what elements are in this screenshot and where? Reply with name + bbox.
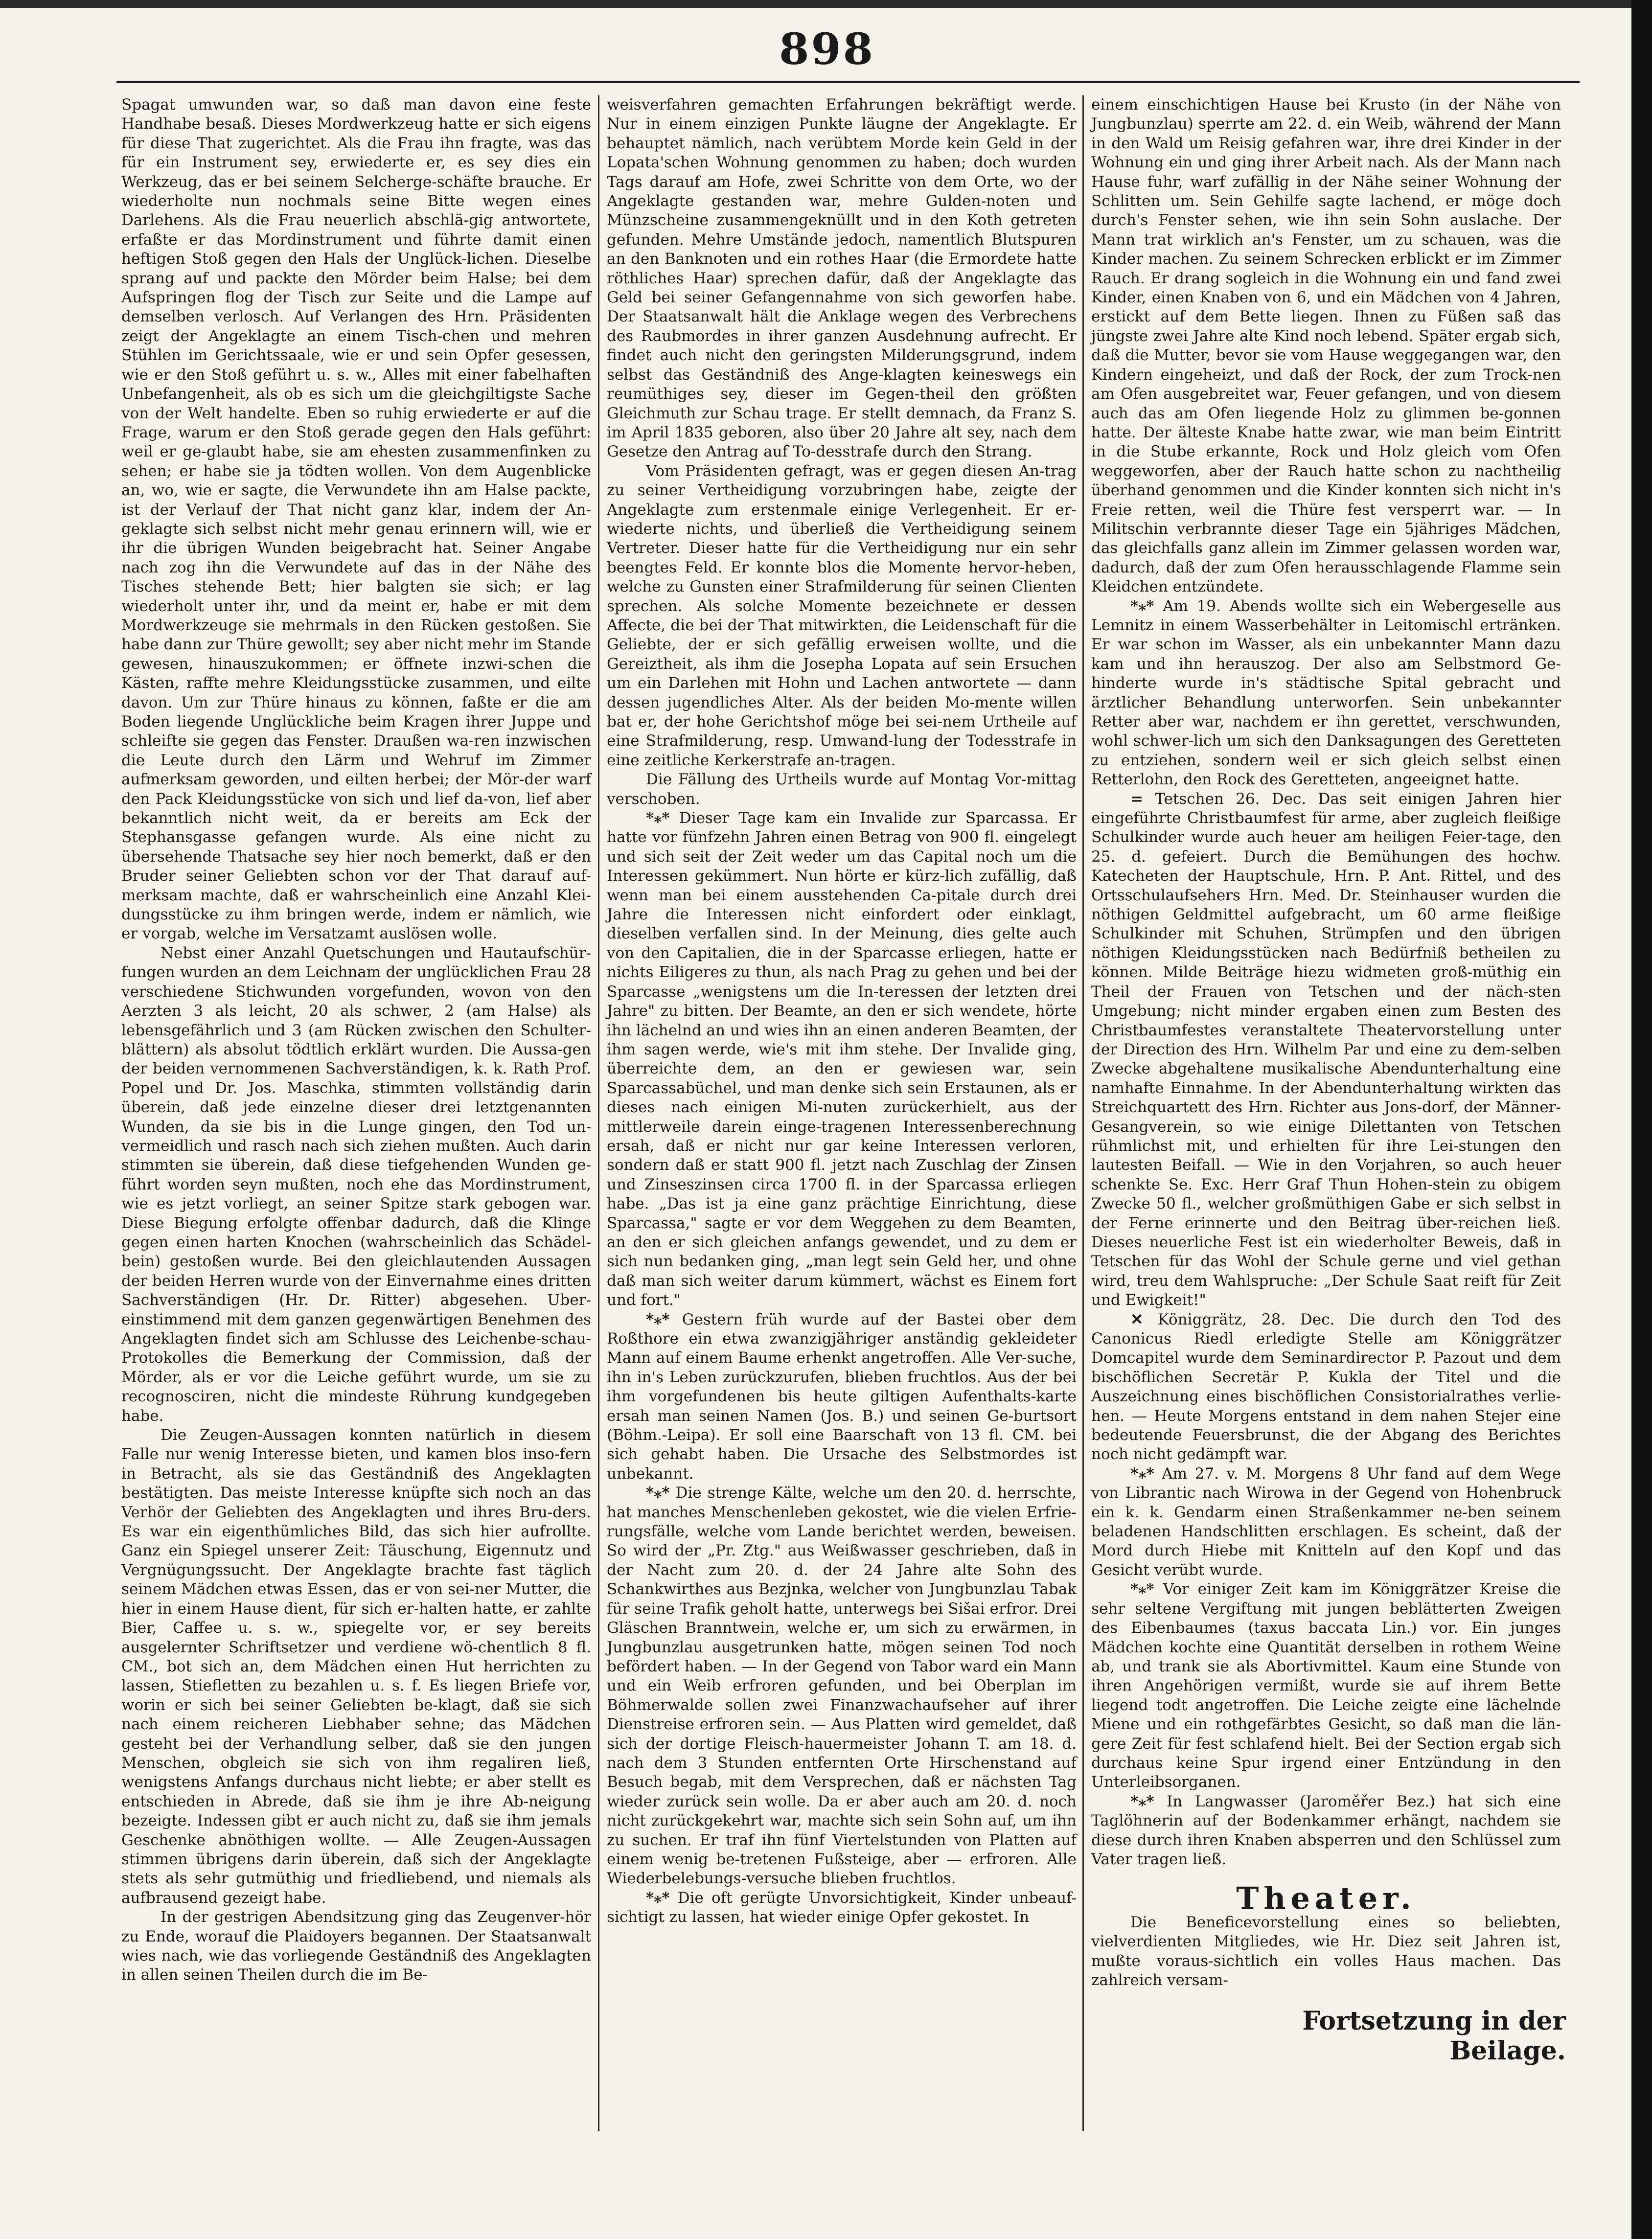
asterism-icon: *⁎* (646, 1484, 670, 1502)
paragraph: einem einschichtigen Hause bei Krusto (in der Nähe von Jungbunzlau) sperrte am 22. d. ein Weib, während der Mann in den Wald um Reisig gefahren war, ihre drei Kinder in der Wohnung ein und ging ihrer Arbeit nach. Als der Mann nach Hause fuhr, warf zufällig in der Nähe seiner Wohnung der Schlitten um. Sein Gehilfe sagte lachend, er möge doch durch's Fenster sehen, wie ihn sein Sohn auslache. Der Mann trat wirklich an's Fenster, um zu schauen, was die Kinder machen. Zu seinem Schrecken erblickt er im Zimmer Rauch. Er drang sogleich in die Wohnung ein und fand zwei Kinder, einen Knaben von 6, und ein Mädchen von 4 Jahren, erstickt auf dem Bette liegen. Ihnen zu Füßen saß das jüngste zwei Jahre alte Kind noch lebend. Später ergab sich, daß die Mutter, bevor sie vom Hause weggegangen war, den Kindern eingeheizt, und daß der Rock, der zum Trock-nen am Ofen ausgebreitet war, Feuer gefangen, und von diesem auch das am Ofen liegende Holz zu glimmen be-gonnen hatte. Der älteste Knabe hatte zwar, wie man beim Eintritt in die Stube erkannte, Rock und Holz gleich vom Ofen weggeworfen, aber der Rauch hatte schon zu nachtheilig überhand genommen und die Kinder konnten sich nicht in's Freie retten, weil die Thüre fest versperrt war. — In Militschin verbrannte dieser Tage ein 5jähriges Mädchen, das gleichfalls ganz allein im Zimmer gelassen worden war, dadurch, daß der zum Ofen herausschlagende Flamme sein Kleidchen entzündete. (1091, 96, 1561, 596)
scan-border-top (0, 0, 1652, 8)
asterism-icon: *⁎* (1130, 597, 1154, 615)
paragraph: Die Beneficevorstellung eines so beliebten, vielverdienten Mitgliedes, wie Hr. Diez seit Jahren ist, mußte voraus-sichtlich ein volles Haus machen. Das zahlreich versam- (1091, 1913, 1561, 1989)
news-item (607, 1484, 1077, 1889)
page-number: 898 (779, 23, 875, 74)
cross-icon: ✕ (1130, 1310, 1143, 1328)
asterism-icon: *⁎* (646, 1310, 670, 1328)
news-text: Gestern früh wurde auf der Bastei ober dem Roßthore ein etwa zwanzigjähriger anständig gekleideter Mann auf einem Baume erhenkt angetroffen. Alle Ver-suche, ihn in's Leben zurückzurufen, blieben fruchtlos. Aus der bei ihm vorgefundenen bis heute giltigen Aufenthalts-karte ersah man seinen Namen (Jos. B.) und seinen Ge-burtsort (Böhm.-Leipa). Er soll eine Baarschaft von 13 fl. CM. bei sich gehabt haben. Die Ursache des Selbstmordes ist unbekannt. (607, 1310, 1077, 1483)
news-item (1091, 597, 1561, 790)
news-text: Vor einiger Zeit kam im Königgrätzer Kreise die sehr seltene Vergiftung mit jungen beblätterten Zweigen des Eibenbaumes (taxus baccata Lin.) vor. Ein junges Mädchen kochte eine Quantität derselben in rothem Weine ab, und trank sie als Abortivmittel. Kaum eine Stunde von ihren Angehörigen vermißt, wurde sie auf ihrem Bette liegend todt angetroffen. Die Leiche zeigte eine lächelnde Miene und ein rothgefärbtes Gesicht, so daß man die län-gere Zeit für fest schlafend hielt. Bei der Section ergab sich durchaus keine Spur irgend einer Entzündung in den Unterleibsorganen. (1091, 1580, 1561, 1791)
news-text: Am 27. v. M. Morgens 8 Uhr fand auf dem Wege von Librantic nach Wirowa in der Gegend von Hohenbruck ein k. k. Gendarm einen Straßenkammer ne-ben seinem beladenen Handschlitten erschlagen. Es scheint, daß der Mord durch Hiebe mit Knitteln auf den Kopf und das Gesicht verübt wurde. (1091, 1464, 1561, 1579)
continuation-notice: Fortsetzung in der Beilage. (1302, 2006, 1566, 2066)
paragraph: Spagat umwunden war, so daß man davon eine feste Handhabe besaß. Dieses Mordwerkzeug hatte er sich eigens für diese That zugerichtet. Als die Frau ihn fragte, was das für ein Instrument sey, erwiederte er, es sey dies ein Werkzeug, das er bei seinem Selcherge-schäfte brauche. Er wiederholte nun nochmals seine Bitte wegen eines Darlehens. Als die Frau neuerlich abschlä-gig antwortete, erfaßte er das Mordinstrument und führte damit einen heftigen Stoß gegen den Hals der Unglück-lichen. Dieselbe sprang auf und packte den Mörder beim Halse; bei dem Aufspringen flog der Tisch zur Seite und die Lampe auf demselben verlosch. Auf Verlangen des Hrn. Präsidenten zeigt der Angeklagte an einem Tisch-chen und mehren Stühlen im Gerichtssaale, wie er und sein Opfer gesessen, wie er den Stoß geführt u. s. w., Alles mit einer fabelhaften Unbefangenheit, als ob es sich um die gleichgiltigste Sache von der Welt handelte. Eben so ruhig erwiederte er auf die Frage, warum er den Stoß gerade gegen den Hals geführt: weil er ge-glaubt habe, sie am ehesten zusammenfinken zu sehen; er habe sie ja tödten wollen. Von dem Augenblicke an, wo, wie er sagte, die Verwundete ihn am Halse packte, ist der Verlauf der That nicht ganz klar, indem der An-geklagte sich selbst nicht mehr genau erinnern will, wie er ihr die übrigen Wunden beigebracht hat. Seiner Angabe nach zog ihn die Verwundete auf das in der Nähe des Tisches stehende Bett; hier balgten sie sich; er lag wiederholt unter ihr, und da meint er, habe er mit dem Mordwerkzeuge sie mehrmals in den Rücken gestoßen. Sie habe dann zur Thüre gewollt; sey aber nicht mehr im Stande gewesen, hinauszukommen; er öffnete inzwi-schen die Kästen, raffte mehre Kleidungsstücke zusammen, und eilte davon. Um zur Thüre hinaus zu können, faßte er die am Boden liegende Unglückliche beim Kragen ihrer Juppe und schleifte sie gegen das Fenster. Draußen wa-ren inzwischen die Leute durch den Lärm und Wehruf im Zimmer aufmerksam geworden, und eilten herbei; der Mör-der warf den Pack Kleidungsstücke von sich und lief da-von, lief aber bekanntlich nicht weit, da er bereits am Eck der Stephansgasse gefangen wurde. Als eine nicht zu übersehende Thatsache sey hier noch bemerkt, daß er den Bruder seiner Geliebten schon vor der That darauf auf-merksam machte, daß er wahrscheinlich eine Anzahl Klei-dungsstücke zu ihm bringen werde, indem er nämlich, wie er vorgab, welche im Versatzamt auslösen wolle. (121, 96, 591, 943)
news-text: Die oft gerügte Unvorsichtigkeit, Kinder unbeauf-sichtigt zu lassen, hat wieder einige Opfer gekostet. In (607, 1889, 1077, 1926)
news-item (1091, 1580, 1561, 1792)
column-divider (598, 95, 599, 2131)
news-item (1091, 1464, 1561, 1580)
news-text: In Langwasser (Jaroměřer Bez.) hat sich eine Taglöhnerin auf der Bodenkammer erhängt, nachdem sie diese durch ihren Knaben absperren und den Schlüssel zum Vater tragen ließ. (1091, 1792, 1561, 1868)
news-text: Tetschen 26. Dec. Das seit einigen Jahren hier eingeführte Christbaumfest für arme, aber zugleich fleißige Schulkinder wurde auch heuer am heiligen Feier-tage, den 25. d. gefeiert. Durch die Bemühungen des hochw. Katecheten der Hauptschule, Hrn. P. Ant. Rittel, und des Ortsschulaufsehers Hrn. Med. Dr. Steinhauser wurden die nöthigen Geldmittel aufgebracht, um 60 arme fleißige Schulkinder mit Schuhen, Strümpfen und den übrigen nöthigen Kleidungsstücken nach Bedürfniß betheilen zu können. Milde Beiträge hiezu widmeten groß-müthig ein Theil der Frauen von Tetschen und der näch-sten Umgebung; nicht minder ergaben einen zum Besten des Christbaumfestes veranstaltete Theatervorstellung unter der Direction des Hrn. Wilhelm Par und eine zu dem-selben Zwecke abgehaltene musikalische Abendunterhaltung eine namhafte Einnahme. In der Abendunterhaltung wirkten das Streichquartett des Hrn. Richter aus Jons-dorf, der Männer-Gesangverein, so wie einige Dilettanten von Tetschen rühmlichst mit, und erhielten für ihre Lei-stungen den lautesten Beifall. — Wie in den Vorjahren, so auch heuer schenkte Se. Exc. Herr Graf Thun Hohen-stein zu obigem Zwecke 50 fl., welcher großmüthigen Gabe er sich selbst in der Ferne erinnerte und den Beitrag über-reichen ließ. Dieses neuerliche Fest ist ein wiederholter Beweis, daß in Tetschen für das Wohl der Schule gerne und viel gethan wird, treu dem Wahlspruche: „Der Schule Saat reift für Zeit und Ewigkeit!" (1091, 790, 1561, 1309)
news-item (607, 809, 1077, 1310)
equals-icon: = (1130, 790, 1143, 808)
column-2 (607, 95, 1077, 2136)
column-1 (121, 95, 591, 2131)
news-text: Am 19. Abends wollte sich ein Webergeselle aus Lemnitz in einem Wasserbehälter in Leitomischl ertränken. Er war schon im Wasser, als ein unbekannter Mann dazu kam und ihn herauszog. Der also am Selbstmord Ge-hinderte wurde in's städtische Spital gebracht und ärztlicher Behandlung unterworfen. Sein unbekannter Retter aber war, nachdem er ihn gerettet, verschwunden, wohl schwer-lich um sich den Danksagungen des Geretteten zu entziehen, sondern weil er sich gleich selbst einen Retterlohn, den Rock des Geretteten, angeeignet hatte. (1091, 597, 1561, 789)
news-item (607, 1889, 1077, 1927)
scan-border-right (1631, 0, 1652, 2239)
paragraph: weisverfahren gemachten Erfahrungen bekräftigt werde. Nur in einem einzigen Punkte läugne der Angeklagte. Er behauptet nämlich, nach verübtem Morde kein Geld in der Lopata'schen Wohnung genommen zu haben; doch wurden Tags darauf am Hofe, zwei Schritte von dem Orte, wo der Angeklagte gestanden war, mehre Gulden-noten und Münzscheine zusammengeknüllt und in den Koth getreten gefunden. Mehre Umstände jedoch, namentlich Blutspuren an den Banknoten und ein rothes Haar (die Ermordete hatte röthliches Haar) sprechen dafür, daß der Angeklagte das Geld bei seiner Gefangennahme von sich geworfen habe. Der Staatsanwalt hält die Anklage wegen des Verbrechens des Raubmordes in ihrer ganzen Ausdehnung aufrecht. Er findet auch nicht den geringsten Milderungsgrund, indem selbst das Geständniß des Ange-klagten keineswegs ein reumüthiges sey, dieser im Gegen-theil den größten Gleichmuth zur Schau trage. Er stellt demnach, da Franz S. im April 1835 geboren, also über 20 Jahre alt sey, nach dem Gesetze den Antrag auf To-desstrafe durch den Strang. (607, 96, 1077, 461)
paragraph: Die Fällung des Urtheils wurde auf Montag Vor-mittag verschoben. (607, 771, 1077, 808)
column-divider (1082, 95, 1084, 2131)
paragraph: Nebst einer Anzahl Quetschungen und Hautaufschür-fungen wurden an dem Leichnam der unglücklichen Frau 28 verschiedene Stichwunden vorgefunden, wovon von den Aerzten 3 als leicht, 20 als schwer, 2 (am Halse) als lebensgefährlich und 3 (am Rücken zwischen den Schulter-blättern) als absolut tödtlich erklärt wurden. Die Aussa-gen der beiden vernommenen Sachverständigen, k. k. Rath Prof. Popel und Dr. Jos. Maschka, stimmten vollständig darin überein, daß jede einzelne dieser drei letztgenannten Wunden, da sie bis in die Lunge gingen, den Tod un-vermeidlich und rasch nach sich ziehen mußten. Auch darin stimmten sie überein, daß diese tiefgehenden Wunden ge-führt worden seyn mußten, noch ehe das Mordinstrument, wie es jetzt vorliegt, an seiner Spitze stark gebogen war. Diese Biegung erfolgte offenbar dadurch, daß die Klinge gegen einen harten Knochen (wahrscheinlich das Schädel-bein) gestoßen wurde. Bei den gleichlautenden Aussagen der beiden Herren wurde von der Einvernahme eines dritten Sachverständigen (Hr. Dr. Ritter) abgesehen. Uber-einstimmend mit dem ganzen gegenwärtigen Benehmen des Angeklagten findet sich am Schlusse des Leichenbe-schau-Protokolles die Bemerkung der Commission, daß der Mörder, als er vor die Leiche geführt wurde, um sie zu recognosciren, nicht die mindeste Rührung kundgegeben habe. (121, 944, 591, 1425)
paragraph: Die Zeugen-Aussagen konnten natürlich in diesem Falle nur wenig Interesse bieten, und kamen blos inso-fern in Betracht, als sie das Geständniß des Angeklagten bestätigten. Das meiste Interesse knüpfte sich noch an das Verhör der Geliebten des Angeklagten und ihres Bru-ders. Es war ein eigenthümliches Bild, das sich hier aufrollte. Ganz ein Spiegel unserer Zeit: Täuschung, Eigennutz und Vergnügungssucht. Der Angeklagte brachte fast täglich seinem Mädchen etwas Essen, das er von sei-ner Mutter, die hier in einem Hause dient, für sich er-halten hatte, er zahlte Bier, Caffee u. s. w., spiegelte vor, er sey bereits ausgelernter Schriftsetzer und verdiene wö-chentlich 8 fl. CM., bot sich an, dem Mädchen einen Hut herrichten zu lassen, Stiefletten zu bezahlen u. s. f. Es liegen Briefe vor, worin er sich bei seiner Geliebten be-klagt, daß sie sich nach einem reicheren Liebhaber sehne; das Mädchen gesteht bei der Verhandlung selber, daß sie den jungen Menschen, obgleich sie sich von ihm regaliren ließ, wenigstens Anfangs durchaus nicht liebte; er aber stellt es entschieden in Abrede, daß sie ihm je ihre Ab-neigung bezeigte. Indessen gibt er auch nicht zu, daß sie ihm jemals Geschenke abnöthigen wollte. — Alle Zeugen-Aussagen stimmen übrigens darin überein, daß sich der Angeklagte stets als sehr gutmüthig und friedliebend, und niemals als aufbrausend gezeigt habe. (121, 1426, 591, 1907)
paragraph: In der gestrigen Abendsitzung ging das Zeugenver-hör zu Ende, worauf die Plaidoyers begannen. Der Staatsanwalt wies nach, wie das vorliegende Geständniß des Angeklagten in allen seinen Theilen durch die im Be- (121, 1908, 591, 1984)
news-text: Dieser Tage kam ein Invalide zur Sparcassa. Er hatte vor fünfzehn Jahren einen Betrag von 900 fl. eingelegt und sich seit der Zeit weder um das Capital noch um die Interessen gekümmert. Nun hörte er kürz-lich zufällig, daß wenn man bei einem ausstehenden Ca-pitale durch drei Jahre die Interessen nicht einfordert oder einklagt, dieselben verfallen sind. In der Meinung, dies gelte auch von den Capitalien, die in der Sparcasse erliegen, hatte er nichts Eiligeres zu thun, als nach Prag zu gehen und bei der Sparcasse „wenigstens um die In-teressen der letzten drei Jahre" zu bitten. Der Beamte, an den er sich wendete, hörte ihn lächelnd an und wies ihn an einen anderen Beamten, der ihm sagen werde, wie's mit ihm stehe. Der Invalide ging, überreichte dem, an den er gewiesen war, sein Sparcassabüchel, und man denke sich sein Erstaunen, als er dieses nach einigen Mi-nuten zurückerhielt, aus der mittlerweile darein einge-tragenen Interessenberechnung ersah, daß er nicht nur gar keine Interessen verloren, sondern daß er statt 900 fl. jetzt nach Zuschlag der Zinsen und Zinseszinsen circa 1700 fl. in der Sparcassa erliegen habe. „Das ist ja eine ganz prächtige Einrichtung, diese Sparcassa," sagte er vor dem Weggehen zu dem Beamten, an den er sich gleichen anfangs gewendet, und zu dem er sich nun bedanken ging, „man legt sein Geld her, und ohne daß man sich weiter darum kümmert, wächst es Einem fort und fort." (607, 809, 1077, 1309)
news-item (607, 1310, 1077, 1484)
news-item (1091, 1310, 1561, 1464)
section-heading-theater: Theater. (1236, 1880, 1416, 1917)
asterism-icon: *⁎* (1130, 1580, 1154, 1599)
news-text: Königgrätz, 28. Dec. Die durch den Tod des Canonicus Riedl erledigte Stelle am Königgrätzer Domcapitel wurde dem Seminardirector P. Pazout und dem bischöflichen Secretär P. Kukla der Titel und die Auszeichnung eines bischöflichen Consistorialrathes verlie-hen. — Heute Morgens entstand in dem nahen Stejer eine bedeutende Feuersbrunst, die der Abgang des Berichtes noch nicht gedämpft war. (1091, 1310, 1561, 1463)
asterism-icon: *⁎* (646, 809, 670, 827)
asterism-icon: *⁎* (1130, 1464, 1154, 1483)
asterism-icon: *⁎* (1130, 1792, 1154, 1810)
news-item (1091, 790, 1561, 1310)
news-text: Die strenge Kälte, welche um den 20. d. herrschte, hat manches Menschenleben gekostet, wie die vielen Erfrie-rungsfälle, welche vom Lande berichtet werden, beweisen. So wird der „Pr. Ztg." aus Weißwasser geschrieben, daß in der Nacht zum 20. d. der 24 Jahre alte Sohn des Schankwirthes aus Bezjnka, welcher von Jungbunzlau Tabak für seine Trafik geholt hatte, unterwegs bei Sišai erfror. Drei Gläschen Branntwein, welche er, um sich zu erwärmen, in Jungbunzlau ausgetrunken hatte, mögen seinen Tod noch befördert haben. — In der Gegend von Tabor ward ein Mann und ein Weib erfroren gefunden, und bei Oberplan im Böhmerwalde sollen zwei Finanzwachaufseher auf ihrer Dienstreise erfroren sein. — Aus Platten wird gemeldet, daß sich der dortige Fleisch-hauermeister Johann T. am 18. d. nach dem 3 Stunden entfernten Orte Hirschenstand auf Besuch begab, mit dem Versprechen, daß er nächsten Tag wieder zurück sein wolle. Da er aber auch am 20. d. noch nicht zurückgekehrt war, machte sich sein Sohn auf, um ihn zu suchen. Er traf ihn fünf Viertelstunden von Platten auf einem wenig be-tretenen Fußsteige, aber — erfroren. Alle Wiederbelebungs-versuche blieben fruchtlos. (607, 1484, 1077, 1888)
paragraph: Vom Präsidenten gefragt, was er gegen diesen An-trag zu seiner Vertheidigung vorzubringen habe, zeigte der Angeklagte zum erstenmale einige Verlegenheit. Er er-wiederte nichts, und überließ die Vertheidigung seinem Vertreter. Dieser hatte für die Vertheidigung nur ein sehr beengtes Feld. Er konnte blos die Momente hervor-heben, welche zu Gunsten einer Strafmilderung für seinen Clienten sprechen. Als solche Momente bezeichnete er dessen Affecte, die bei der That mitwirkten, die Leidenschaft für die Geliebte, der er sich gefällig erweisen wollte, und die Gereiztheit, als ihm die Josepha Lopata auf sein Ersuchen um ein Darlehen mit Hohn und Lachen antwortete — dann dessen jugendliches Alter. Als der beiden Mo-mente willen bat er, der hohe Gerichtshof möge bei sei-nem Urtheile auf eine Strafmilderung, resp. Umwand-lung der Todesstrafe in eine zeitliche Kerkerstrafe an-tragen. (607, 462, 1077, 769)
news-item (1091, 1792, 1561, 1870)
header-rule (116, 81, 1580, 83)
column-3 (1091, 95, 1561, 1989)
asterism-icon: *⁎* (646, 1889, 670, 1907)
